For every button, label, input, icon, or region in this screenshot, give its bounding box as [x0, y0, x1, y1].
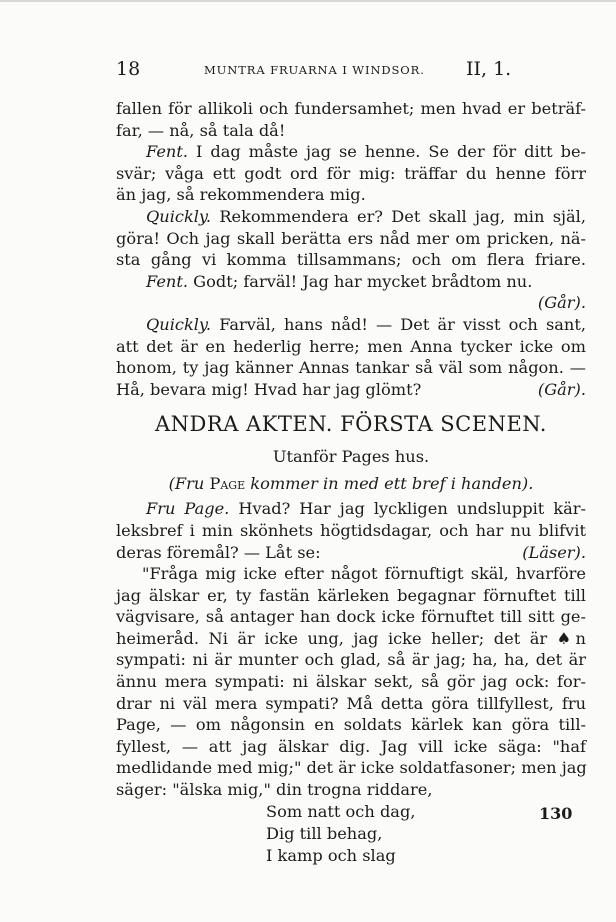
letter-line: Page, — om någonsin en soldats kärlek kan göra till- — [116, 715, 586, 735]
letter-line: fyllest, — att jag älskar dig. Jag vill icke säga: "haf — [116, 736, 586, 756]
verse-line: Dig till behag, — [266, 823, 383, 843]
letter-line: "Fråga mig icke efter något förnuftigt skäl, hvarföre — [142, 564, 586, 584]
entry-direction: (Fru Page kommer in med ett bref i handen). — [168, 474, 534, 494]
speaker-name: Quickly. — [146, 206, 212, 226]
stage-direction: (Går). — [537, 379, 586, 399]
letter-line: jag älskar er, ty fastän kärleken begagnar förnuftet till — [116, 585, 586, 605]
verse-line: I kamp och slag — [266, 845, 396, 865]
letter-line: heimeråd. Ni är icke ung, jag icke heller; det är ♠n — [116, 628, 586, 648]
verse-line: Som natt och dag, — [266, 801, 416, 821]
text-line: leksbref i min skönhets högtidsdagar, och har nu blifvit — [116, 520, 586, 540]
letter-line: drar ni väl mera sympati? Må detta göra tillfyllest, fru — [116, 693, 586, 713]
letter-line: medlidande med mig;" det är icke soldatfasoner; men jag — [116, 758, 587, 778]
act-heading: ANDRA AKTEN. FÖRSTA SCENEN. — [155, 412, 547, 437]
text-line: sta gång vi komma tillsammans; och om flera friare. — [116, 250, 586, 270]
speaker-name: Quickly. — [146, 314, 212, 334]
stage-direction: (Går). — [537, 293, 586, 313]
text-line: att det är en hederlig herre; men Anna tycker icke om — [116, 336, 586, 356]
letter-line: sympati: ni är munter och glad, så är jag; ha, ha, det är — [116, 650, 586, 670]
body-text — [116, 98, 586, 867]
letter-line: ännu mera sympati: ni älskar sekt, så gör jag ock: for- — [116, 672, 586, 692]
speaker-name: Fent. — [146, 271, 189, 291]
text-line: honom, ty jag känner Annas tankar så väl som någon. — — [116, 358, 586, 378]
speech-line: Quickly. Rekommendera er? Det skall jag, min själ, — [146, 206, 586, 226]
page-edge — [0, 0, 616, 2]
speaker-name: Fent. — [146, 142, 189, 162]
text-line: göra! Och jag skall berätta ers nåd mer om pricken, nä- — [116, 228, 586, 248]
speech-line: Fent. I dag måste jag se henne. Se der för ditt be- — [146, 142, 586, 162]
text-line: svär; våga ett godt ord för mig: träffar du henne förr — [116, 163, 586, 183]
speaker-name: Fru Page. — [146, 499, 230, 519]
folio-number: 130 — [539, 804, 573, 823]
text-line: deras föremål? — Låt se: (Läser). — [116, 542, 586, 562]
letter-line: vägvisare, så antager han dock icke förnuftet till sitt ge- — [116, 607, 586, 627]
text-line: än jag, så rekommendera mig. — [116, 185, 366, 205]
text-line: Hå, bevara mig! Hvad har jag glömt? (Går). — [116, 379, 586, 399]
page-number: 18 — [116, 58, 141, 80]
page-header — [116, 58, 586, 84]
stage-direction: (Läser). — [522, 542, 586, 562]
text-line: fallen för allikoli och fundersamhet; men hvad er beträf- — [116, 99, 586, 118]
character-name: Page — [209, 474, 246, 494]
speech-line: Quickly. Farväl, hans nåd! — Det är visst och sant, — [146, 314, 586, 334]
scene-location: Utanför Pages hus. — [272, 447, 430, 467]
letter-line: säger: "älska mig," din trogna riddare, — [116, 780, 433, 800]
act-scene-ref: II, 1. — [466, 58, 512, 80]
running-title: MUNTRA FRUARNA I WINDSOR. — [204, 63, 425, 77]
speech-line: Fru Page. Hvad? Har jag lyckligen undsluppit kär- — [146, 499, 586, 519]
text-line: far, — nå, så tala då! — [116, 120, 286, 140]
speech-line: Fent. Godt; farväl! Jag har mycket brådtom nu. — [146, 271, 533, 291]
